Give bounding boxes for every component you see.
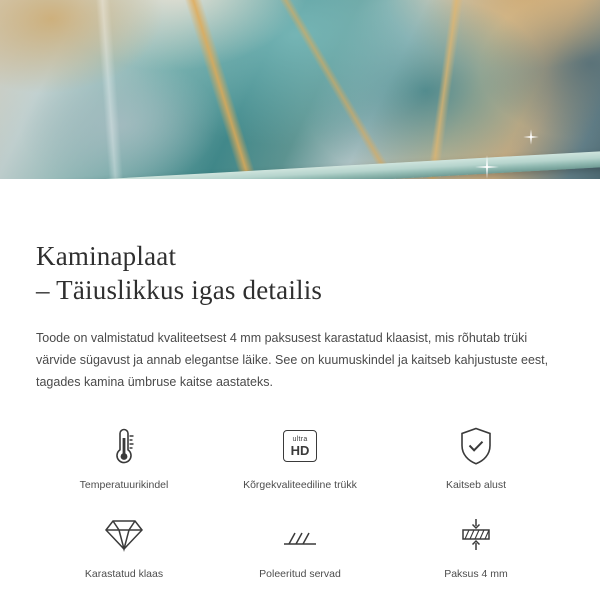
thermometer-icon <box>111 423 137 469</box>
ultra-hd-badge-bottom: HD <box>290 442 310 458</box>
feature-item-temperature <box>36 419 212 494</box>
shield-check-icon <box>458 423 494 469</box>
thickness-icon <box>456 512 496 558</box>
feature-item-thickness <box>388 508 564 583</box>
feature-label: Karastatud klaas <box>84 568 164 580</box>
image-bottom-fade <box>0 179 600 215</box>
feature-item-surface-protection <box>388 419 564 494</box>
ultra-hd-badge-top: ultra <box>292 435 308 443</box>
page-title <box>36 239 564 307</box>
feature-label: Kaitseb alust <box>445 479 507 491</box>
feature-label: Poleeritud servad <box>259 568 341 580</box>
hero-image <box>0 0 600 215</box>
product-description: Toode on valmistatud kvaliteetsest 4 mm paksusest karastatud klaasist, mis rõhutab trüki värvide sügavust ja annab elegantse läike. See on kuumuskindel ja kaitseb kahjustuste eest, tagades kamina ümbruse kaitse aastateks. <box>36 331 549 389</box>
feature-item-print-quality <box>212 419 388 494</box>
feature-label: Kõrgekvaliteediline trükk <box>243 479 357 491</box>
feature-grid <box>36 419 564 583</box>
polished-edges-icon <box>280 512 320 558</box>
feature-label: Temperatuurikindel <box>79 479 169 491</box>
feature-item-tempered-glass <box>36 508 212 583</box>
page-title-line-2: – Täiuslikkus igas detailis <box>36 275 323 305</box>
ultra-hd-icon <box>283 423 317 469</box>
diamond-icon <box>104 512 144 558</box>
feature-label: Paksus 4 mm <box>444 568 508 580</box>
page-title-line-1: Kaminaplaat <box>36 241 177 271</box>
feature-item-polished-edges <box>212 508 388 583</box>
